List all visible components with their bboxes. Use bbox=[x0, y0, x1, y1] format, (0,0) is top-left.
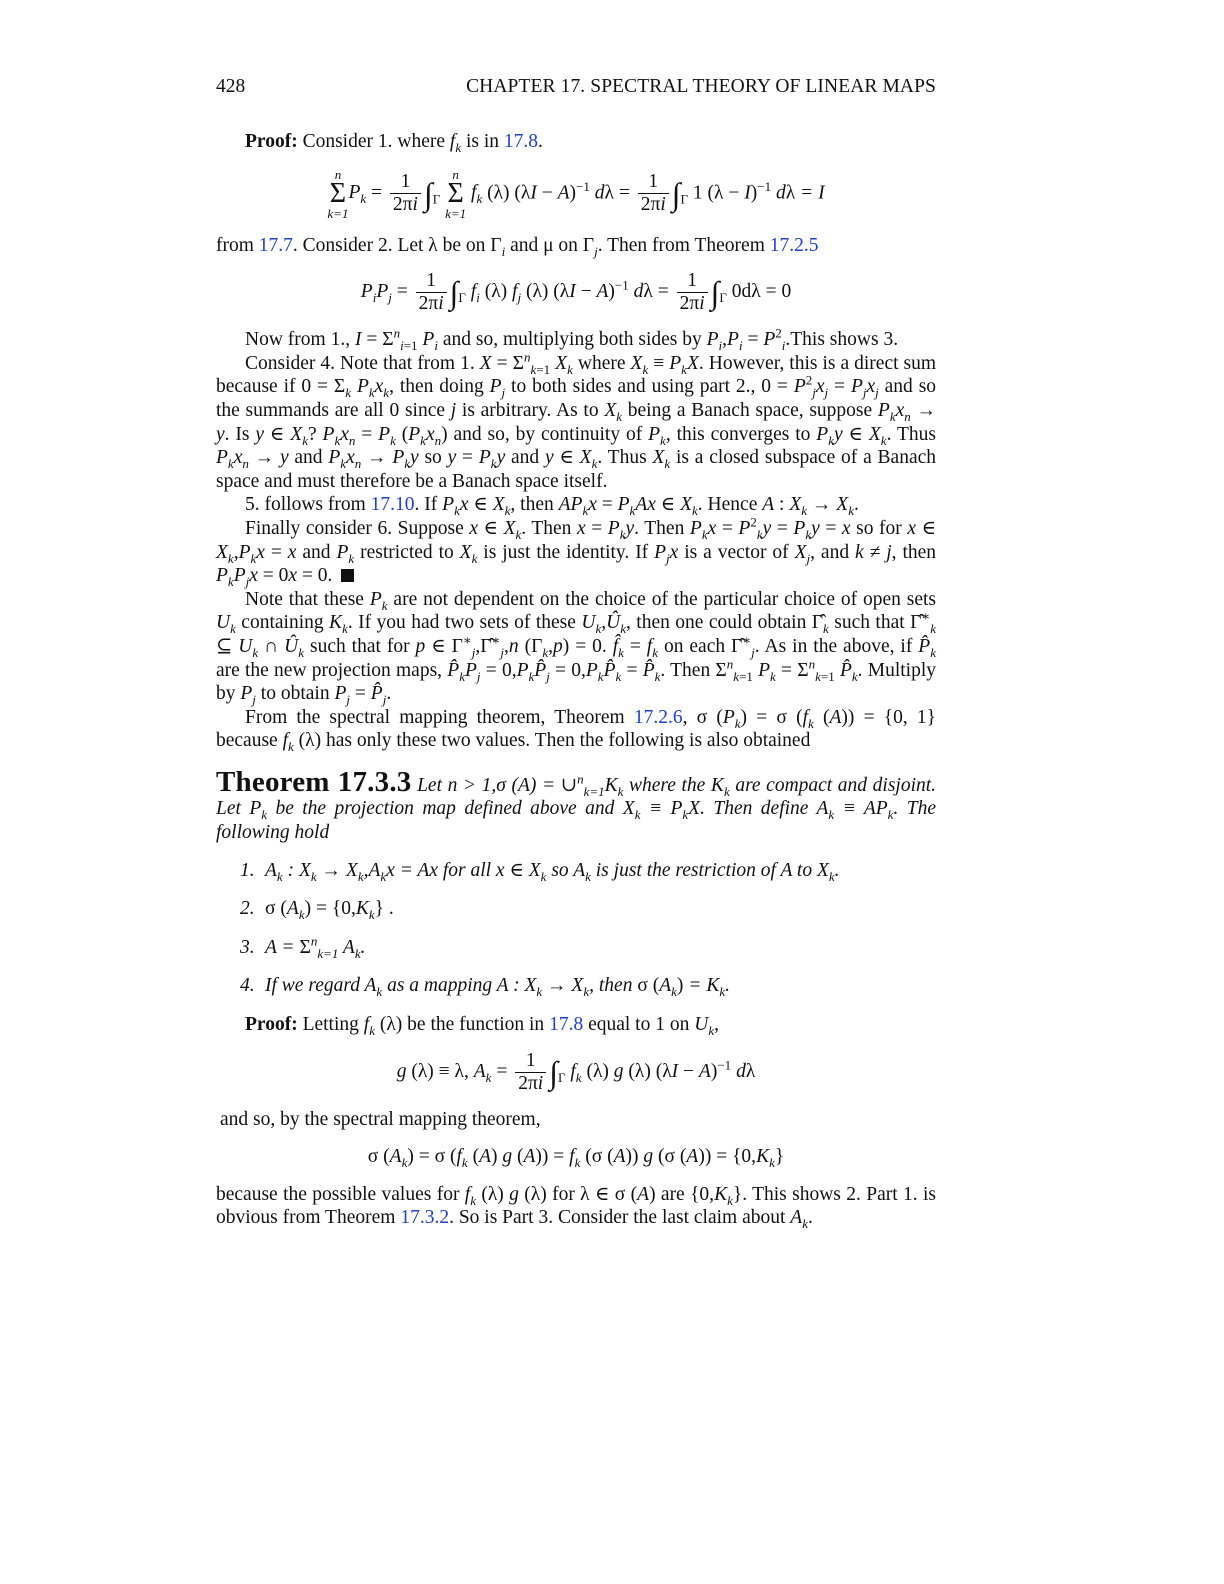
equation-sum-projections: n Σ k=1 $P_k$ = $\frac{1}{2\pi i}$ $\int_\Gamma$ n Σ k=1 $f_k$ (λ) $(\lambda I - A)^{-1}$ dλ = $\frac{1}{2\pi i}$ $\int_\Gamma$ 1 $(\lambda - I)^{-1}$ dλ = I bbox=[327, 166, 825, 221]
ref-link-17-3-2[interactable]: 17.3.2 bbox=[400, 1207, 450, 1229]
theorem-title: Theorem 17.3.3 bbox=[216, 765, 412, 798]
paragraph-from-17-7: from 17.7. Consider 2. Let λ be on $\Gamma_i$ and μ on $\Gamma_j$. Then from Theorem 17.2.5 bbox=[216, 234, 819, 259]
ref-link-17-8[interactable]: 17.8 bbox=[503, 131, 539, 152]
proof-label: Proof: bbox=[245, 131, 298, 152]
paragraph-consider-4: Consider 4. Note that from 1. $X = \Sigma^n_{k=1}$ $X_k$ where $X_k \equiv P_kX$. However, this is a direct sum because if $0 = \Sigma_k$ $P_kx_k$, then doing $P_j$ to both sides and using part 2., $0 = P^2_jx_j = P_jx_j$ and so the summands are all 0 since j is arbitrary. As to $X_k$ being a Banach space, suppose $P_kx_n \to y$. Is y ∈ $X_k$? $P_kx_n = P_k$ $(P_kx_n)$ and so, by continuity of $P_k$, this converges to $P_ky$ ∈ $X_k$. Thus $P_kx_n \to y$ and $P_kx_n \to P_ky$ so $y = P_ky$ and y ∈ $X_k$. Thus $X_k$ is a closed subspace of a Banach space and must therefore be a Banach space itself. bbox=[216, 349, 937, 492]
equation-sigma-ak: σ $(A_k) = \sigma$ ($f_k$ (A) g $(A)) = f_k$ (σ (A)) g (σ $(A)) = \{0,K_k\}$ bbox=[367, 1146, 785, 1171]
ref-link-17-10[interactable]: 17.10 bbox=[370, 494, 415, 516]
ref-link-17-8-second[interactable]: 17.8 bbox=[549, 1014, 584, 1036]
list-item: 3. $A = \Sigma^n_{k=1}$ $A_k$. bbox=[240, 933, 366, 961]
paragraph-note-these: Note that these $P_k$ are not dependent on the choice of the particular choice of open sets $U_k$ containing $K_k$. If you had two sets of these $U_k,Û_k$, then one could obtain $\Gammâ_k$ such that $\Gammâ^∗_k$ ⊆ $U_k$ ∩ $Û_k$ such that for p ∈ $\Gamma^∗_j,\Gammâ^∗_j,n$ $(\Gamma_k,p) = 0$. $f̂_k = f_k$ on each $\Gammâ^∗_j$. As in the above, if $P̂_k$ are the new projection maps, $P̂_kP_j$ = $0,P_kP̂_j$ = $0,P_kP̂_k$ = $P̂_k$. Then $\Sigma^n_{k=1}$ $P_k = \Sigma^n_{k=1}$ $P̂_k$. Multiply by $P_j$ to obtain $P_j$ = $P̂_j$. bbox=[216, 588, 937, 707]
proof-paragraph-1: Proof: Consider 1. where $f_k$ is in 17.8. bbox=[245, 131, 543, 155]
list-item: 2. σ $(A_k) = \{0,K_k\}$ . bbox=[240, 898, 394, 923]
paragraph-because: because the possible values for $f_k$ (λ) g (λ) for λ ∈ σ (A) are $\{0,K_k\}$. This shows 2. Part 1. is obvious from Theorem 17.3.2. So is Part 3. Consider the last claim about $A_k$. bbox=[216, 1183, 936, 1232]
proof-paragraph-2: Proof: Letting $f_k$ (λ) be the function in 17.8 equal to 1 on $U_k$, bbox=[245, 1014, 719, 1038]
page-number: 428 bbox=[216, 76, 246, 97]
list-item: 1. $A_k$ : $X_k \to X_k,A_kx = Ax$ for all x ∈ $X_k$ so $A_k$ is just the restriction of A to $X_k$. bbox=[240, 859, 840, 884]
qed-square-icon bbox=[341, 569, 354, 582]
list-item: 4. If we regard $A_k$ as a mapping A : $X_k \to X_k$, then σ $(A_k) = K_k$. bbox=[240, 975, 730, 1000]
page-body bbox=[216, 130, 936, 1230]
equation-ak-integral: g (λ) ≡ λ, $A_k$ = $\frac{1}{2\pi i}$ $\int_\Gamma$ $f_k$ (λ) g (λ) $(\lambda I - A)^{-1}$ dλ bbox=[396, 1049, 756, 1094]
paragraph-spectral-thm: and so, by the spectral mapping theorem, bbox=[220, 1108, 541, 1130]
paragraph-5-follows: 5. follows from 17.10. If $P_kx$ ∈ $X_k$, then $AP_kx = P_kAx$ ∈ $X_k$. Hence A : $X_k \to X_k$. bbox=[245, 494, 859, 519]
theorem-statement: Theorem 17.3.3 Let n > 1,σ $(A) = \cup^n_{k=1}K_k$ where the $K_k$ are compact and disjoint. Let $P_k$ be the projection map defined above and $X_k \equiv P_kX$. Then define $A_k \equiv AP_k$. The following hold bbox=[216, 765, 937, 844]
ref-link-17-2-5[interactable]: 17.2.5 bbox=[769, 234, 819, 256]
paragraph-spectral-mapping: From the spectral mapping theorem, Theorem 17.2.6, σ $(P_k) = \sigma$ ($f_k$ (A)) = {0, 1} because $f_k$ (λ) has only these two values. Then the following is also obtained bbox=[216, 706, 937, 755]
ref-link-17-7[interactable]: 17.7 bbox=[258, 234, 293, 256]
proof-label: Proof: bbox=[245, 1014, 298, 1036]
paragraph-finally-6: Finally consider 6. Suppose x ∈ $X_k$. Then $x = P_ky$. Then $P_kx = P^2_ky = P_ky = x$ so for x ∈ $X_k,P_kx = x$ and $P_k$ restricted to $X_k$ is just the identity. If $P_jx$ is a vector of $X_j$, and k ≠ j, then $P_kP_jx = 0x = 0$. bbox=[216, 514, 937, 590]
paragraph-now-from-1: Now from 1., $I = \Sigma^n_{i=1}$ $P_i$ and so, multiplying both sides by $P_i,P_i$ = $P^2_i.This$ shows 3. bbox=[245, 325, 899, 354]
ref-link-17-2-6[interactable]: 17.2.6 bbox=[633, 706, 683, 728]
chapter-title: CHAPTER 17. SPECTRAL THEORY OF LINEAR MAPS bbox=[466, 76, 936, 97]
theorem-list bbox=[240, 859, 936, 998]
equation-pi-pj: $P_iP_j$ = $\frac{1}{2\pi i}$ $\int_\Gamma$ $f_i$ (λ) $f_j$ (λ) $(\lambda I - A)^{-1}$ dλ = $\frac{1}{2\pi i}$ $\int_\Gamma$ 0dλ = 0 bbox=[360, 270, 792, 315]
